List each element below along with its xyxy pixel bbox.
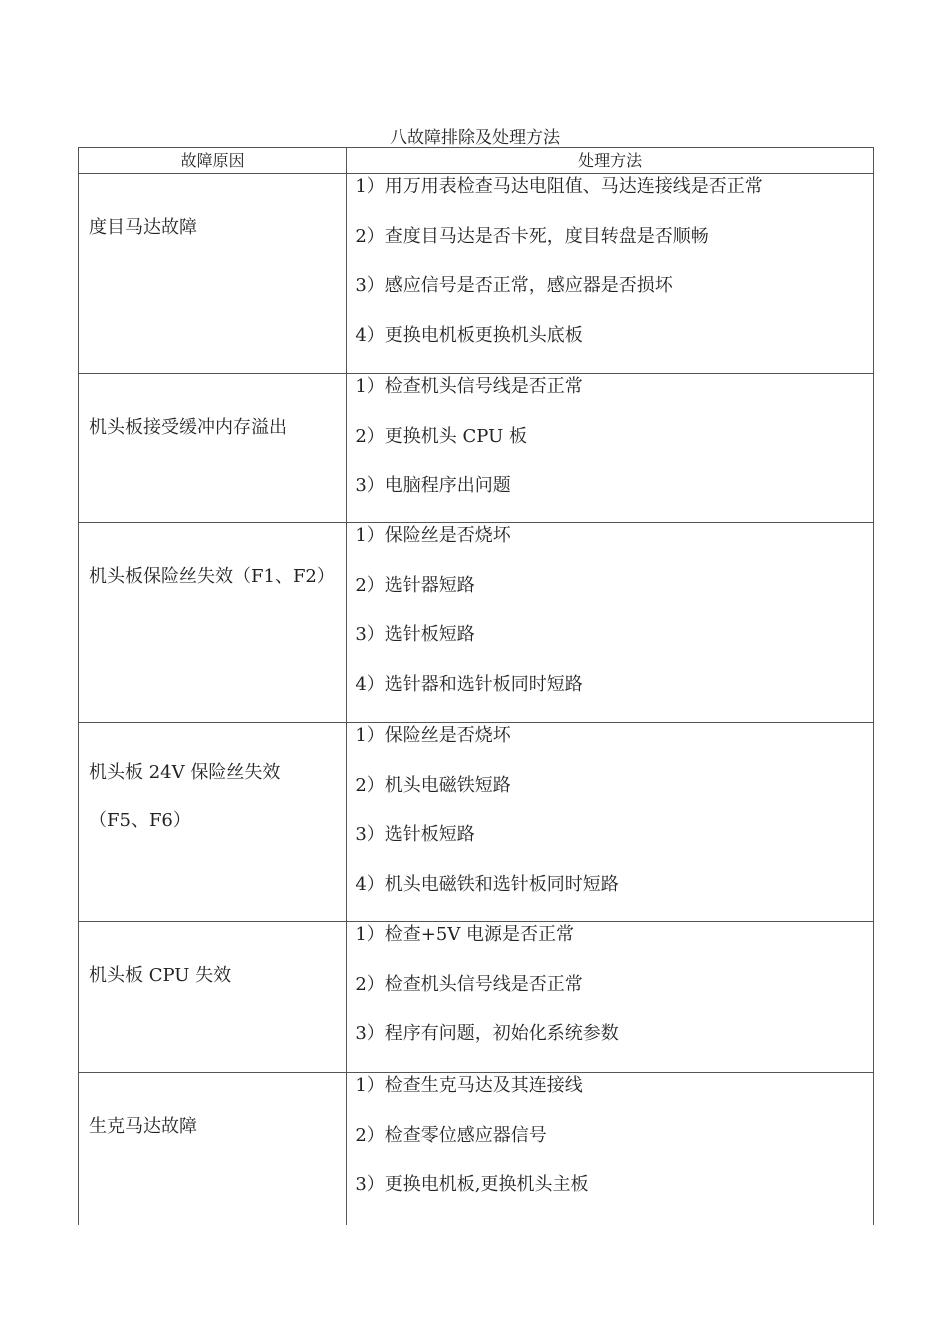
- fault-cause: 度目马达故障: [79, 174, 347, 374]
- method-step: 3）电脑程序出问题: [355, 475, 511, 496]
- table-row: [79, 374, 874, 523]
- document-title: 八故障排除及处理方法: [390, 128, 560, 148]
- method-step: 1）检查+5V 电源是否正常: [355, 924, 575, 945]
- fault-method: [347, 1073, 874, 1225]
- method-step: 3）程序有问题，初始化系统参数: [355, 1023, 619, 1044]
- table-row: [79, 174, 874, 374]
- method-step: 3）更换电机板,更换机头主板: [355, 1174, 589, 1195]
- header-cause: 故障原因: [79, 148, 347, 174]
- table-row: [79, 922, 874, 1073]
- method-step: 1）用万用表检查马达电阻值、马达连接线是否正常: [355, 176, 763, 197]
- fault-method: [347, 723, 874, 922]
- method-step: 1）检查机头信号线是否正常: [355, 376, 583, 397]
- fault-cause: 机头板 24V 保险丝失效（F5、F6）: [79, 723, 347, 922]
- header-method: 处理方法: [347, 148, 874, 174]
- method-step: 2）选针器短路: [355, 574, 475, 596]
- method-step: 3）选针板短路: [355, 824, 475, 845]
- method-step: 2）机头电磁铁短路: [355, 774, 511, 796]
- fault-method: [347, 374, 874, 523]
- method-step: 1）保险丝是否烧坏: [355, 525, 511, 546]
- method-step: 2）检查机头信号线是否正常: [355, 973, 583, 995]
- fault-cause: 机头板保险丝失效（F1、F2）: [79, 523, 347, 723]
- method-step: 4）更换电机板更换机头底板: [355, 324, 583, 346]
- method-step: 4）选针器和选针板同时短路: [355, 673, 583, 695]
- fault-method: [347, 174, 874, 374]
- method-step: 2）查度目马达是否卡死，度目转盘是否顺畅: [355, 225, 709, 247]
- method-step: 1）检查生克马达及其连接线: [355, 1075, 583, 1096]
- method-step: 2）检查零位感应器信号: [355, 1124, 547, 1146]
- method-step: 4）机头电磁铁和选针板同时短路: [355, 873, 619, 895]
- fault-cause: 机头板接受缓冲内存溢出: [79, 374, 347, 523]
- fault-cause: 生克马达故障: [79, 1073, 347, 1225]
- method-step: 3）感应信号是否正常，感应器是否损坏: [355, 275, 673, 296]
- table-row: [79, 523, 874, 723]
- fault-cause: 机头板 CPU 失效: [79, 922, 347, 1073]
- method-step: 2）更换机头 CPU 板: [355, 425, 527, 447]
- table-row: [79, 723, 874, 922]
- method-step: 3）选针板短路: [355, 624, 475, 645]
- table-row: [79, 1073, 874, 1225]
- fault-method: [347, 523, 874, 723]
- fault-method: [347, 922, 874, 1073]
- troubleshooting-table: [78, 147, 874, 1225]
- method-step: 1）保险丝是否烧坏: [355, 725, 511, 746]
